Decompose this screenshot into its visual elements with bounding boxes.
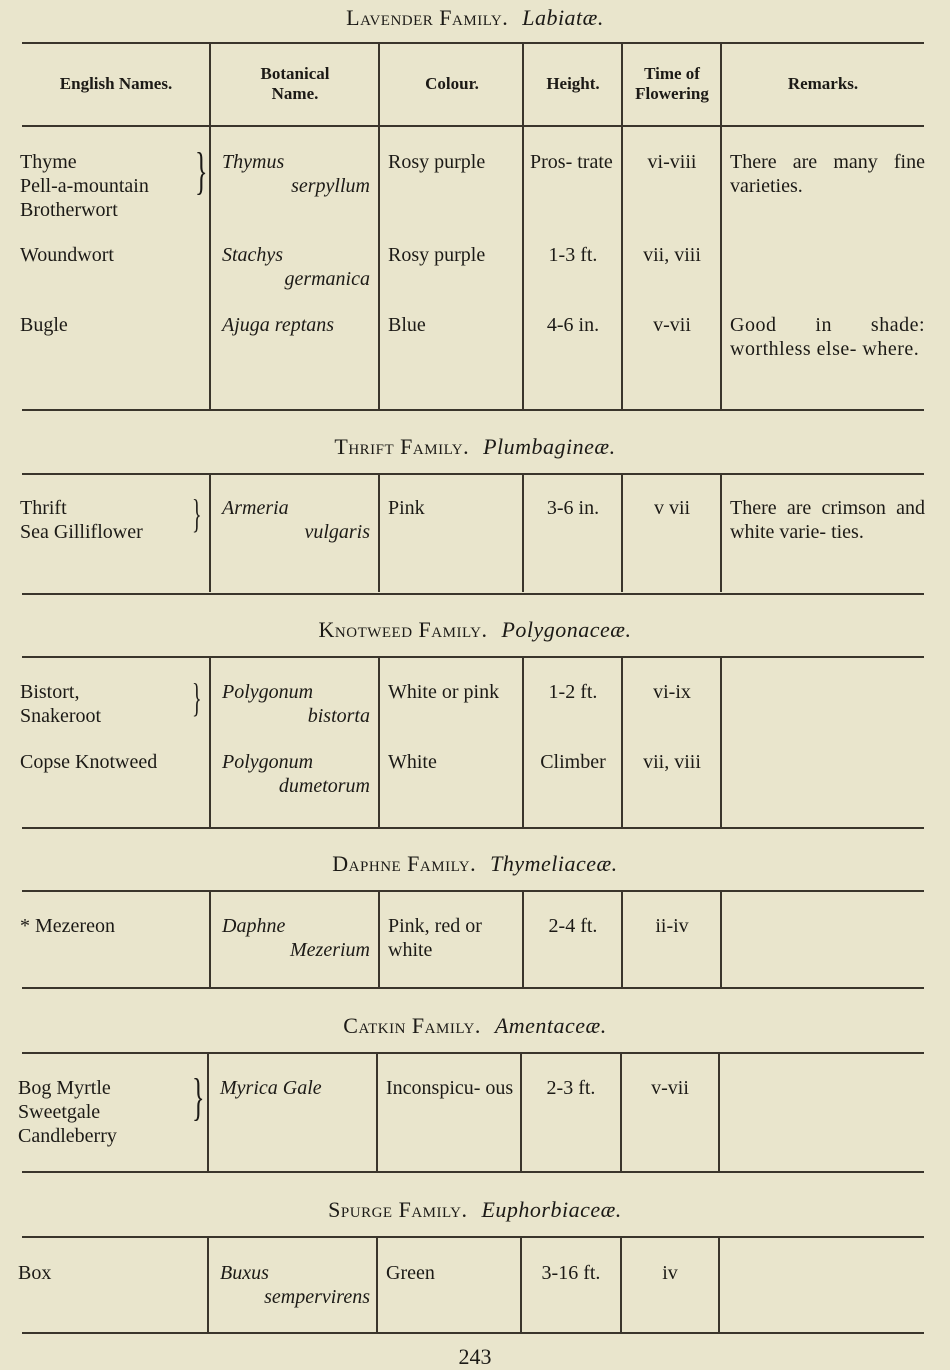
header-colour: Colour. bbox=[425, 74, 479, 93]
brace-icon: } bbox=[192, 675, 202, 720]
column-rule bbox=[209, 44, 211, 409]
height: 2-4 ft. bbox=[548, 915, 598, 937]
column-rule bbox=[378, 475, 380, 592]
column-rule bbox=[376, 1054, 378, 1171]
colour: Pink bbox=[388, 497, 425, 519]
table-row: Copse Knotweed bbox=[20, 751, 158, 773]
column-rule bbox=[720, 475, 722, 592]
column-rule bbox=[621, 475, 623, 592]
height: Pros- trate bbox=[530, 151, 613, 173]
height: 1-2 ft. bbox=[548, 681, 598, 703]
height: 2-3 ft. bbox=[546, 1077, 596, 1099]
flowering-time: vi-ix bbox=[653, 681, 691, 703]
colour: Rosy purple bbox=[388, 151, 486, 173]
table-row: Bog Myrtle Sweetgale Candleberry bbox=[18, 1077, 117, 1147]
flowering-time: ii-iv bbox=[655, 915, 689, 937]
column-rule bbox=[621, 44, 623, 409]
colour: Rosy purple bbox=[388, 244, 486, 266]
remarks: There are many fine varieties. bbox=[730, 151, 925, 197]
brace-icon: } bbox=[195, 143, 208, 200]
colour: Blue bbox=[388, 314, 426, 336]
botanical-name: Polygonum dumetorum bbox=[222, 751, 370, 797]
family-title-knotweed: Knotweed Family. Polygonaceæ. bbox=[318, 617, 632, 642]
botanical-name: Polygonum bistorta bbox=[222, 681, 370, 727]
column-rule bbox=[720, 44, 722, 409]
column-rule bbox=[378, 44, 380, 409]
column-rule bbox=[718, 1054, 720, 1171]
family-title-spurge: Spurge Family. Euphorbiaceæ. bbox=[328, 1197, 622, 1222]
remarks: Good in shade: worthless else- where. bbox=[730, 314, 925, 360]
height: 4-6 in. bbox=[546, 314, 600, 336]
botanical-name: Armeria vulgaris bbox=[222, 497, 370, 543]
colour: White bbox=[388, 751, 437, 773]
column-rule bbox=[378, 658, 380, 827]
rule bbox=[22, 987, 924, 989]
table-row: Box bbox=[18, 1262, 52, 1284]
family-title-daphne: Daphne Family. Thymeliaceæ. bbox=[332, 851, 618, 876]
family-title-catkin: Catkin Family. Amentaceæ. bbox=[343, 1013, 607, 1038]
column-rule bbox=[209, 475, 211, 592]
colour: White or pink bbox=[388, 681, 500, 703]
flowering-time: vi-viii bbox=[647, 151, 697, 173]
botanical-name: Stachys germanica bbox=[222, 244, 370, 290]
height: 1-3 ft. bbox=[548, 244, 598, 266]
column-rule bbox=[720, 892, 722, 987]
column-rule bbox=[207, 1054, 209, 1171]
botanical-name: Ajuga reptans bbox=[222, 314, 335, 336]
header-time: Time of Flowering bbox=[635, 64, 709, 103]
rule bbox=[22, 473, 924, 475]
rule bbox=[22, 125, 924, 127]
column-rule bbox=[376, 1238, 378, 1332]
header-botanical: Botanical Name. bbox=[260, 64, 330, 103]
colour: Green bbox=[386, 1262, 435, 1284]
column-rule bbox=[621, 892, 623, 987]
botanical-name: Thymus serpyllum bbox=[222, 151, 370, 197]
table-row: Bugle bbox=[20, 314, 68, 336]
column-rule bbox=[522, 44, 524, 409]
table-row: * Mezereon bbox=[20, 915, 115, 937]
rule bbox=[22, 1332, 924, 1334]
colour: Inconspicu- ous bbox=[386, 1077, 514, 1099]
header-height: Height. bbox=[546, 74, 600, 93]
height: 3-6 in. bbox=[546, 497, 600, 519]
column-rule bbox=[209, 658, 211, 827]
height: 3-16 ft. bbox=[541, 1262, 601, 1284]
flowering-time: vii, viii bbox=[643, 244, 701, 266]
table-row: Bistort, Snakeroot bbox=[20, 681, 102, 727]
flowering-time: v-vii bbox=[653, 314, 691, 336]
column-rule bbox=[522, 475, 524, 592]
rule bbox=[22, 593, 924, 595]
table-row: Thrift Sea Gilliflower bbox=[20, 497, 143, 543]
page-number: 243 bbox=[458, 1344, 492, 1369]
brace-icon: } bbox=[192, 1069, 205, 1126]
rule bbox=[22, 409, 924, 411]
flowering-time: vii, viii bbox=[643, 751, 701, 773]
colour: Pink, red or white bbox=[388, 915, 482, 961]
rule bbox=[22, 890, 924, 892]
flowering-time: iv bbox=[662, 1262, 678, 1284]
column-rule bbox=[520, 1054, 522, 1171]
family-title-lavender: Lavender Family. Labiatæ. bbox=[346, 5, 604, 30]
height: Climber bbox=[540, 751, 606, 773]
rule bbox=[22, 1171, 924, 1173]
remarks: There are crimson and white varie- ties. bbox=[730, 497, 925, 543]
flowering-time: v vii bbox=[653, 497, 691, 519]
column-rule bbox=[207, 1238, 209, 1332]
column-rule bbox=[378, 892, 380, 987]
table-row: Woundwort bbox=[20, 244, 114, 266]
botanical-name: Daphne Mezerium bbox=[222, 915, 370, 961]
flowering-time: v-vii bbox=[651, 1077, 689, 1099]
column-rule bbox=[620, 1054, 622, 1171]
botanical-name: Buxus sempervirens bbox=[220, 1262, 370, 1308]
header-english: English Names. bbox=[59, 74, 173, 93]
column-rule bbox=[522, 892, 524, 987]
rule bbox=[22, 656, 924, 658]
column-rule bbox=[620, 1238, 622, 1332]
column-rule bbox=[520, 1238, 522, 1332]
rule bbox=[22, 1236, 924, 1238]
botanical-name: Myrica Gale bbox=[220, 1077, 322, 1099]
column-rule bbox=[209, 892, 211, 987]
brace-icon: } bbox=[192, 491, 202, 536]
rule bbox=[22, 1052, 924, 1054]
column-rule bbox=[720, 658, 722, 827]
rule bbox=[22, 827, 924, 829]
rule bbox=[22, 42, 924, 44]
family-title-thrift: Thrift Family. Plumbagineæ. bbox=[334, 434, 616, 459]
column-rule bbox=[718, 1238, 720, 1332]
header-remarks: Remarks. bbox=[787, 74, 859, 93]
table-row: Thyme Pell-a-mountain Brotherwort bbox=[20, 151, 149, 221]
